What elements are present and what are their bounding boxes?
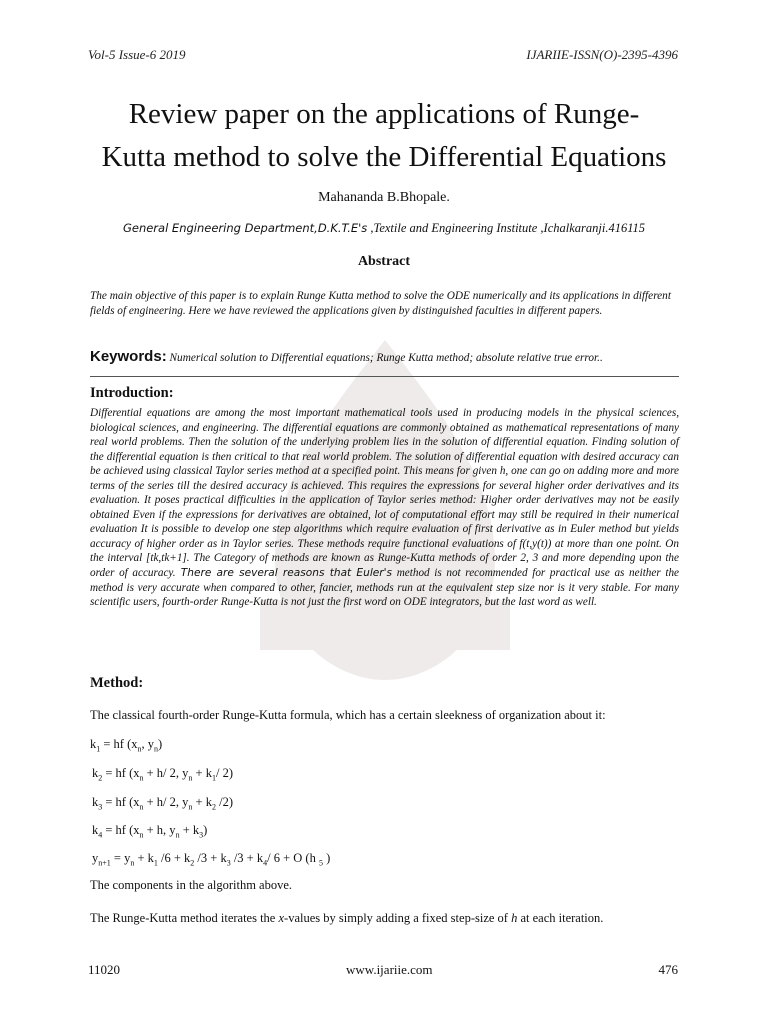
introduction-text — [90, 406, 679, 610]
title-line-1: Review paper on the applications of Runge- — [128, 98, 640, 130]
running-header — [88, 47, 678, 63]
introduction-heading: Introduction: — [90, 385, 174, 401]
keywords-text: Numerical solution to Differential equations; Runge Kutta method; absolute relative true error.. — [169, 352, 603, 364]
equation-k4: $k_4$ = hf ($x_n + h$, $y_n + k_3$) — [92, 823, 208, 840]
affiliation-institute: ,Textile and Engineering Institute ,Ichalkaranji.416115 — [367, 221, 646, 235]
footer-website: www.ijariie.com — [346, 962, 433, 977]
header-volume: Vol-5 Issue-6 2019 — [88, 47, 186, 62]
author-name: Mahananda B.Bhopale. — [318, 190, 450, 205]
footer-page-number: 476 — [658, 962, 678, 977]
paper-title — [40, 93, 728, 179]
keywords-label: Keywords: — [90, 348, 167, 365]
keywords — [90, 348, 680, 365]
method-intro: The classical fourth-order Runge-Kutta formula, which has a certain sleekness of organization about it: — [90, 708, 606, 722]
page-footer — [88, 962, 678, 978]
introduction-body-2: method is not recommended for practical use as neither the method is very accurate when compared to other, fancier, methods run at the equivalent step size nor is it very stable. For many scientific users, fourth-order Runge-Kutta is not just the first word on ODE integrators, but the last word as well. — [90, 567, 680, 609]
equation-k2: $k_2$ = hf ($x_n + h/$ 2, $y_n + k_1/$ 2) — [92, 766, 233, 783]
equation-k1: $k_1$ = hf ($x_n$, $y_n$) — [90, 737, 163, 754]
footer-article-id: 11020 — [88, 962, 121, 977]
introduction-tail: There are several reasons that Euler's — [175, 567, 393, 580]
equation-k3: $k_3$ = hf ($x_n + h/$ 2, $y_n + k_2$ /2) — [92, 795, 233, 812]
abstract-text: The main objective of this paper is to explain Runge Kutta method to solve the ODE numerically and its applications in different fields of engineering. Here we have reviewed the applications given by distinguished faculties in different papers. — [90, 290, 671, 317]
equation-yn1: $y_{n+1} = y_n + k_1$ $/6 + k_2$ $/3 + k_3$ $/3 + k_4/$ 6 + O (h $_5$ ) — [92, 851, 331, 868]
section-divider — [90, 376, 679, 377]
title-line-2: Kutta method to solve the Differential Equations — [101, 141, 667, 173]
abstract-heading: Abstract — [357, 254, 411, 269]
introduction-body: Differential equations are among the most important mathematical tools used in producing models in the physical sciences, biological sciences, and engineering. The differential equations are commonly obtained as mathematical representations of many real world problems. Then the solution of the underlying problem lies in the solution of differential equation. Finding solution of the differential equation is then critical to that real world problem. The solution of differential equation with desired accuracy can be achieved using classical Taylor series method at a specified point. This means for given h, one can go on adding more and more terms of the series till the desired accuracy is achieved. This requires the expressions for several higher order derivatives and its evaluation. It poses practical difficulties in the application of Taylor series method: Higher order derivatives may not be easily obtained Even if the expressions for derivatives are obtained, lot of computational effort may still be required in their numerical evaluation It is possible to develop one step algorithms which require evaluation of first derivative as in Euler method but yields accuracy of higher order as in Taylor series. These methods require functional evaluations of f(t,y(t)) at more than one point. On the interval [tk,tk+1]. The Category of methods are known as Runge-Kutta methods of order 2, 3 and more depending upon the order of accuracy. — [90, 407, 679, 580]
iterates-text: The Runge-Kutta method iterates the x-values by simply adding a fixed step-size of h at each iteration. — [90, 911, 604, 925]
affiliation — [0, 221, 768, 236]
components-text: The components in the algorithm above. — [90, 878, 293, 892]
header-issn: IJARIIE-ISSN(O)-2395-4396 — [526, 47, 678, 62]
method-heading: Method: — [90, 675, 144, 691]
affiliation-dept: General Engineering Department,D.K.T.E's — [122, 221, 368, 235]
